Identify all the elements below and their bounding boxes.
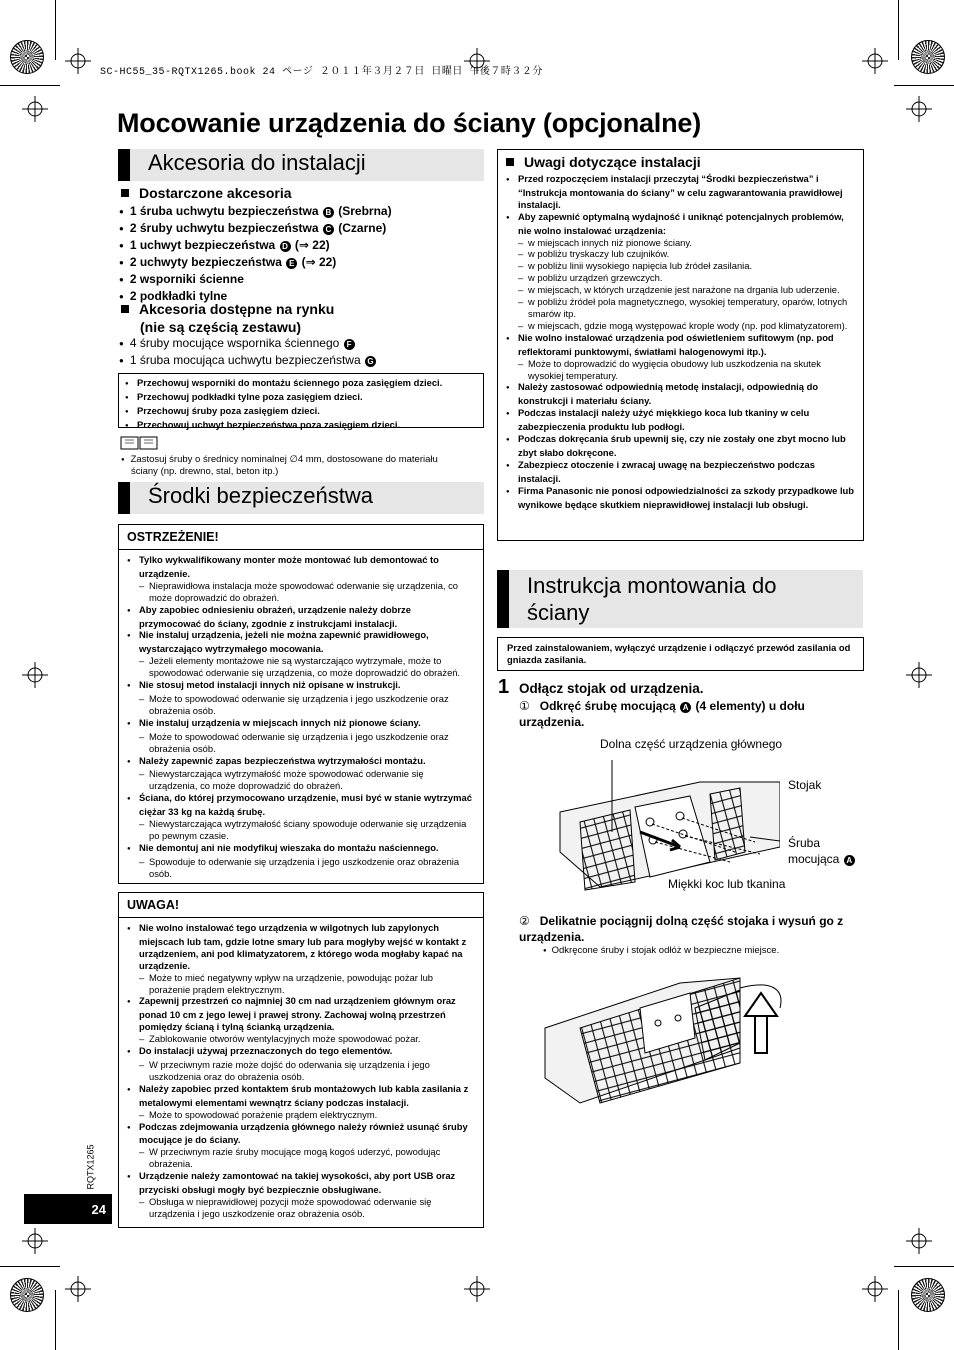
step-title: Odłącz stojak od urządzenia. bbox=[519, 681, 704, 696]
available-list bbox=[119, 335, 377, 369]
crosshair-icon bbox=[65, 1276, 91, 1302]
warning-list bbox=[119, 550, 483, 880]
badge-e: E bbox=[286, 258, 297, 269]
list-item: – W przeciwnym razie śruby mocujące mogą kogoś uderzyć, powodując obrażenia. bbox=[127, 1146, 473, 1170]
crop-mark bbox=[0, 1266, 60, 1267]
notes-list bbox=[506, 173, 855, 510]
badge-f: F bbox=[344, 339, 355, 350]
section-accessories-header bbox=[118, 149, 484, 181]
list-item: ● 2 wsporniki ścienne bbox=[119, 271, 392, 288]
list-item: ● Nie wolno instalować tego urządzenia w wilgotnych lub zapylonych miejscach lub tam, gdzie lotne smary lub para mogłyby wejść w kontakt z urządzeniem, ani pod klimatyzatorem, z którego woda mogłaby kapać na urządzenie. bbox=[127, 922, 473, 972]
list-item: – Spowoduje to oderwanie się urządzenia i jego uszkodzenie oraz obrażenia osób. bbox=[127, 856, 473, 880]
list-item: – Obsługa w nieprawidłowej pozycji może spowodować oderwanie się urządzenia i jego uszkodzenie oraz obrażenia osób. bbox=[127, 1196, 473, 1220]
list-item: – Może to spowodować oderwanie się urządzenia i jego uszkodzenie oraz obrażenia osób. bbox=[127, 731, 473, 755]
list-item: ● Aby zapobiec odniesieniu obrażeń, urządzenie należy dobrze przymocować do ściany, zgodnie z instrukcjami instalacji. bbox=[127, 604, 473, 630]
section-title: Akcesoria do instalacji bbox=[148, 150, 366, 175]
crosshair-icon bbox=[22, 96, 48, 122]
substep-2: ② Delikatnie pociągnij dolną część stojaka i wysuń go z urządzenia. bbox=[519, 914, 844, 944]
list-item: – Jeżeli elementy montażowe nie są wystarczająco wytrzymałe, może to spowodować oderwanie się urządzenia, co może doprowadzić do obrażeń. bbox=[127, 655, 473, 679]
caution-box bbox=[118, 892, 484, 1228]
list-item: – Niewystarczająca wytrzymałość może spowodować oderwanie się urządzenia, co może doprowadzić do obrażeń. bbox=[127, 768, 473, 792]
crosshair-icon bbox=[464, 1276, 490, 1302]
badge-g: G bbox=[365, 356, 376, 367]
list-item: ● Przechowuj podkładki tylne poza zasięgiem dzieci. bbox=[125, 391, 477, 405]
list-item: ● Należy zapewnić zapas bezpieczeństwa wytrzymałości montażu. bbox=[127, 755, 473, 769]
warning-box bbox=[118, 524, 484, 884]
label-screw: Śruba mocująca A bbox=[788, 835, 856, 867]
registration-rosette-icon bbox=[911, 1278, 945, 1312]
list-item: ● Nie stosuj metod instalacji innych niż opisane w instrukcji. bbox=[127, 679, 473, 693]
step-number: 1 bbox=[498, 676, 510, 698]
list-item: ● 1 śruba uchwytu bezpieczeństwa B (Srebrna) bbox=[119, 203, 392, 220]
list-item: ● Nie instaluj urządzenia w miejscach innych niż pionowe ściany. bbox=[127, 717, 473, 731]
crosshair-icon bbox=[65, 48, 91, 74]
list-item: ● Przechowuj wsporniki do montażu ściennego poza zasięgiem dzieci. bbox=[125, 377, 477, 391]
list-item: ● 1 śruba mocująca uchwytu bezpieczeństwa G bbox=[119, 352, 377, 369]
registration-rosette-icon bbox=[10, 40, 44, 74]
page-number: 24 bbox=[24, 1194, 112, 1224]
crosshair-icon bbox=[906, 1228, 932, 1254]
stand-removal-illustration bbox=[540, 752, 780, 892]
list-item: – Może to doprowadzić do wygięcia obudowy lub uszkodzenia na skutek wysokiej temperatury. bbox=[506, 358, 855, 382]
label-blanket: Miękki koc lub tkanina bbox=[668, 877, 786, 891]
square-bullet-icon bbox=[121, 305, 129, 313]
list-item: – Może to spowodować oderwanie się urządzenia i jego uszkodzenie oraz obrażenia osób. bbox=[127, 693, 473, 717]
list-item: – Zablokowanie otworów wentylacyjnych może spowodować pożar. bbox=[127, 1033, 473, 1045]
list-item: ● 2 podkładki tylne bbox=[119, 288, 392, 305]
doc-code: RQTX1265 bbox=[85, 1144, 96, 1190]
list-item: ● Należy zapobiec przed kontaktem śrub montażowych lub kabla zasilania z metalowymi elementami wewnątrz ściany podczas instalacji. bbox=[127, 1083, 473, 1109]
crosshair-icon bbox=[22, 662, 48, 688]
list-item: – w miejscach, w których urządzenie jest narażone na drgania lub uderzenie. bbox=[506, 284, 855, 296]
supplied-heading: Dostarczone akcesoria bbox=[121, 185, 292, 201]
list-item: ● Urządzenie należy zamontować na takiej wysokości, aby port USB oraz przyciski obsługi mogły być bezpiecznie obsługiwane. bbox=[127, 1170, 473, 1196]
crop-mark bbox=[894, 1266, 954, 1267]
list-item: ● Nie instaluj urządzenia, jeżeli nie można zapewnić prawidłowego, wystarczająco wytrzymałego mocowania. bbox=[127, 629, 473, 655]
crop-mark bbox=[894, 85, 954, 86]
list-item: – Niewystarczająca wytrzymałość ściany spowoduje oderwanie się urządzenia po pewnym czasie. bbox=[127, 818, 473, 842]
badge-a: A bbox=[844, 855, 855, 866]
crosshair-icon bbox=[862, 1276, 888, 1302]
crop-mark bbox=[55, 0, 56, 60]
crop-mark bbox=[898, 1290, 899, 1350]
list-item: – Może to mieć negatywny wpływ na urządzenie, powodując pożar lub porażenie prądem elektrycznym. bbox=[127, 972, 473, 996]
list-item: – w miejscach, gdzie mogą występować krople wody (np. pod klimatyzatorem). bbox=[506, 320, 855, 332]
warning-title: OSTRZEŻENIE! bbox=[119, 525, 483, 550]
caution-title: UWAGA! bbox=[119, 893, 483, 918]
crosshair-icon bbox=[464, 48, 490, 74]
list-item: ● Do instalacji używaj przeznaczonych do tego elementów. bbox=[127, 1045, 473, 1059]
list-item: ● Podczas zdejmowania urządzenia głównego należy również usunąć śruby mocujące je do ściany. bbox=[127, 1121, 473, 1147]
list-item: ● 1 uchwyt bezpieczeństwa D (⇒ 22) bbox=[119, 237, 392, 254]
list-item: ● Przechowuj uchwyt bezpieczeństwa poza zasięgiem dzieci. bbox=[125, 419, 477, 433]
registration-rosette-icon bbox=[10, 1278, 44, 1312]
substep-2-note: ● Odkręcone śruby i stojak odłóż w bezpieczne miejsce. bbox=[543, 945, 780, 956]
list-item: ● Aby zapewnić optymalną wydajność i uniknąć potencjalnych problemów, nie wolno instalować urządzenia: bbox=[506, 211, 855, 237]
list-item: ● Zabezpiecz otoczenie i zwracaj uwagę na bezpieczeństwo podczas instalacji. bbox=[506, 459, 855, 485]
list-item: – w pobliżu urządzeń grzewczych. bbox=[506, 272, 855, 284]
label-bottom-unit: Dolna część urządzenia głównego bbox=[600, 737, 783, 751]
list-item: – Może to spowodować porażenie prądem elektrycznym. bbox=[127, 1109, 473, 1121]
badge-a: A bbox=[680, 702, 691, 713]
badge-c: C bbox=[323, 224, 334, 235]
badge-b: B bbox=[323, 207, 334, 218]
section-title-line2: ściany bbox=[527, 600, 590, 625]
list-item: ● Zapewnij przestrzeń co najmniej 30 cm nad urządzeniem głównym oraz ponad 10 cm z jego lewej i prawej strony. Zachowaj wolną przestrzeń pomiędzy ścianą i tylną ścianką urządzenia. bbox=[127, 995, 473, 1033]
square-bullet-icon bbox=[121, 189, 129, 197]
list-item: ● Podczas dokręcania śrub upewnij się, czy nie zostały one zbyt mocno lub zbyt słabo dokręcone. bbox=[506, 433, 855, 459]
list-item: ● Należy zastosować odpowiednią metodę instalacji, odpowiednią do konstrukcji i materiału ściany. bbox=[506, 381, 855, 407]
book-note-icon bbox=[120, 436, 160, 450]
print-header: SC-HC55_35-RQTX1265.book 24 ページ ２０１１年３月２７日 日曜日 午後７時３２分 bbox=[100, 67, 543, 78]
list-item: ● Przed rozpoczęciem instalacji przeczytaj “Środki bezpieczeństwa” i “Instrukcja montowania do ściany” w celu zagwarantowania prawidłowej instalacji. bbox=[506, 173, 855, 211]
list-item: ● Firma Panasonic nie ponosi odpowiedzialności za szkody przypadkowe lub wynikowe będące skutkiem nieprawidłowej instalacji lub obsługi. bbox=[506, 485, 855, 511]
notes-heading: Uwagi dotyczące instalacji bbox=[506, 154, 855, 170]
keep-away-box bbox=[118, 373, 484, 428]
section-mounting-header bbox=[497, 570, 863, 628]
badge-d: D bbox=[280, 241, 291, 252]
crosshair-icon bbox=[906, 96, 932, 122]
list-item: – w pobliżu źródeł pola magnetycznego, wysokiej temperatury, oparów, lotnych smarów itp. bbox=[506, 296, 855, 320]
crosshair-icon bbox=[22, 1228, 48, 1254]
crop-mark bbox=[898, 0, 899, 60]
list-item: ● Tylko wykwalifikowany monter może montować lub demontować to urządzenie. bbox=[127, 554, 473, 580]
list-item: – Nieprawidłowa instalacja może spowodować oderwanie się urządzenia, co może doprowadzić do obrażeń. bbox=[127, 580, 473, 604]
screw-note: ● Zastosuj śruby o średnicy nominalnej ∅4 mm, dostosowane do materiału ściany (np. drewno, stal, beton itp.) bbox=[121, 454, 438, 477]
list-item: – w pobliżu linii wysokiego napięcia lub źródeł zasilania. bbox=[506, 260, 855, 272]
crosshair-icon bbox=[906, 662, 932, 688]
caution-list bbox=[119, 918, 483, 1220]
list-item: ● Podczas instalacji należy użyć miękkiego koca lub tkaniny w celu zabezpieczenia produktu lub podłogi. bbox=[506, 407, 855, 433]
list-item: ● Przechowuj śruby poza zasięgiem dzieci. bbox=[125, 405, 477, 419]
list-item: ● 2 śruby uchwytu bezpieczeństwa C (Czarne) bbox=[119, 220, 392, 237]
stand-slide-illustration bbox=[540, 968, 820, 1108]
list-item: ● Nie wolno instalować urządzenia pod oświetleniem sufitowym (np. pod reflektorami punktowymi, światłami halogenowymi itp.). bbox=[506, 332, 855, 358]
registration-rosette-icon bbox=[911, 40, 945, 74]
supplied-list bbox=[119, 203, 392, 305]
label-stand: Stojak bbox=[788, 778, 822, 792]
before-install-box: Przed zainstalowaniem, wyłączyć urządzenie i odłączyć przewód zasilania od gniazda zasilania. bbox=[497, 637, 864, 671]
list-item: – W przeciwnym razie może dojść do oderwania się urządzenia i jego uszkodzenia oraz do obrażenia osób. bbox=[127, 1059, 473, 1083]
crosshair-icon bbox=[862, 48, 888, 74]
list-item: ● 2 uchwyty bezpieczeństwa E (⇒ 22) bbox=[119, 254, 392, 271]
section-title: Instrukcja montowania do bbox=[527, 573, 777, 598]
crop-mark bbox=[0, 85, 60, 86]
list-item: ● 4 śruby mocujące wspornika ściennego F bbox=[119, 335, 377, 352]
section-title: Środki bezpieczeństwa bbox=[148, 483, 374, 508]
list-item: ● Ściana, do której przymocowano urządzenie, musi być w stanie wytrzymać ciężar 33 kg na każdą śrubę. bbox=[127, 792, 473, 818]
list-item: – w miejscach innych niż pionowe ściany. bbox=[506, 237, 855, 249]
list-item: ● Nie demontuj ani nie modyfikuj wieszaka do montażu naściennego. bbox=[127, 842, 473, 856]
page-title: Mocowanie urządzenia do ściany (opcjonalne) bbox=[117, 108, 702, 138]
install-notes-box bbox=[497, 149, 864, 541]
list-item: – w pobliżu tryskaczy lub czujników. bbox=[506, 248, 855, 260]
keep-list bbox=[125, 377, 477, 433]
crop-mark bbox=[55, 1290, 56, 1350]
substep-1: ① Odkręć śrubę mocującą A (4 elementy) u dołu urządzenia. bbox=[519, 699, 805, 729]
square-bullet-icon bbox=[506, 158, 514, 166]
available-heading: Akcesoria dostępne na rynku (nie są częścią zestawu) bbox=[121, 300, 334, 336]
section-safety-header bbox=[118, 482, 484, 514]
